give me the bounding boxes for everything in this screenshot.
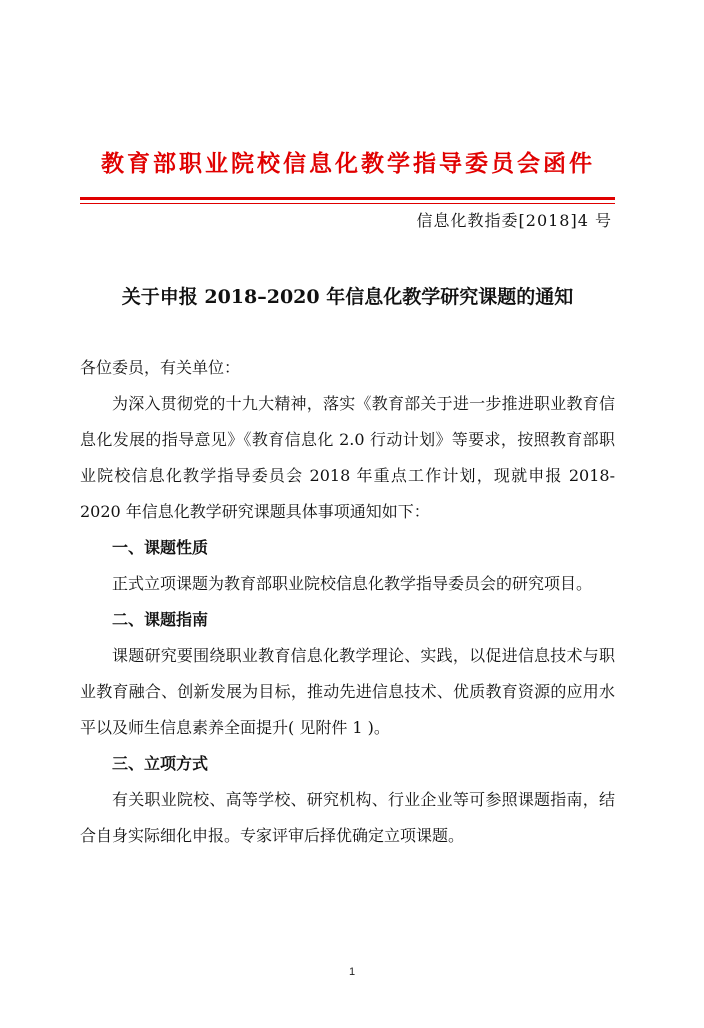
- document-body: [80, 350, 615, 854]
- section-heading-method: 三、立项方式: [112, 754, 209, 773]
- intro-paragraph: 为深入贯彻党的十九大精神，落实《教育部关于进一步推进职业教育信息化发展的指导意见》《教育信息化 2.0 行动计划》等要求，按照教育部职业院校信息化教学指导委员会 2018 年重点工作计划，现就申报 2018-2020 年信息化教学研究课题具体事项通知如下：: [80, 394, 615, 521]
- letterhead-rule-thin: [80, 203, 615, 204]
- section-text-guide: 课题研究要围绕职业教育信息化教学理论、实践，以促进信息技术与职业教育融合、创新发展为目标，推动先进信息技术、优质教育资源的应用水平以及师生信息素养全面提升( 见附件 1 )。: [80, 646, 615, 737]
- page-number: 1: [348, 966, 356, 978]
- section-text-method: 有关职业院校、高等学校、研究机构、行业企业等可参照课题指南，结合自身实际细化申报。专家评审后择优确定立项课题。: [80, 790, 615, 845]
- section-heading-nature: 一、课题性质: [112, 538, 209, 557]
- document-number: 信息化教指委[2018]4 号: [416, 211, 612, 230]
- document-title: 关于申报 2018–2020 年信息化教学研究课题的通知: [121, 286, 574, 308]
- salutation: 各位委员，有关单位：: [80, 358, 241, 377]
- section-heading-guide: 二、课题指南: [112, 610, 209, 629]
- letterhead-rule-thick: [80, 197, 615, 200]
- letterhead-title: 教育部职业院校信息化教学指导委员会函件: [101, 151, 595, 177]
- section-text-nature: 正式立项课题为教育部职业院校信息化教学指导委员会的研究项目。: [112, 574, 593, 593]
